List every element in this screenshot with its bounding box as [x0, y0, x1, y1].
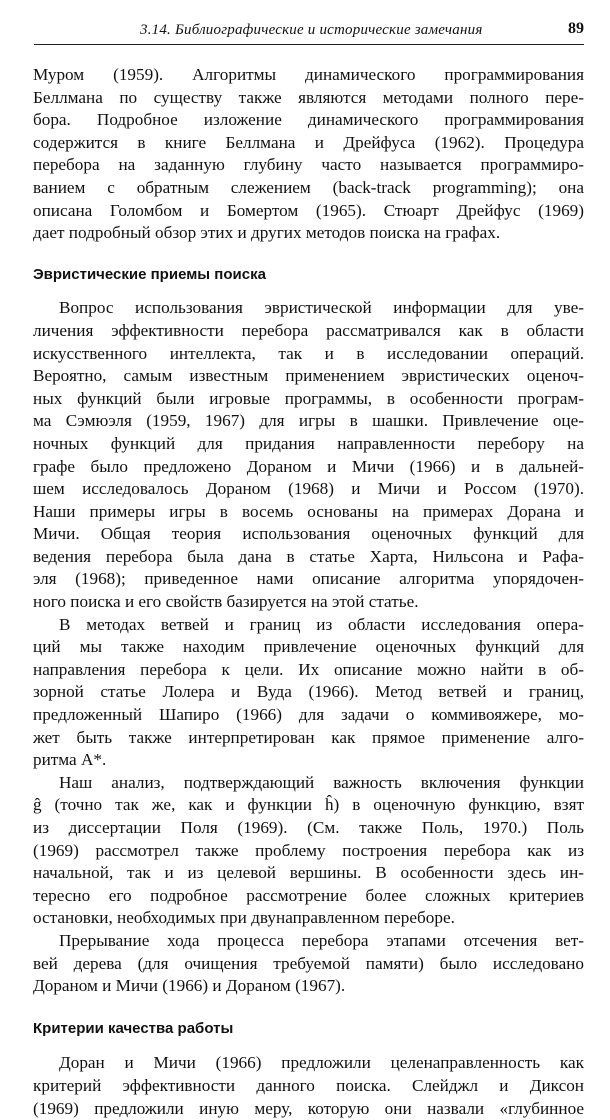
- paragraph: [33, 772, 584, 930]
- text-line: ĝ (точно так же, как и функции ĥ) в оценочную функцию, взят: [33, 795, 584, 815]
- text-line: ных функций были игровые программы, в особенности програм-: [33, 388, 584, 408]
- text-line: предложенный Шапиро (1966) для задачи о коммивояжере, мо-: [33, 705, 584, 725]
- text-line: ма Сэмюэля (1959, 1967) для игры в шашки. Привлечение оце-: [33, 411, 584, 431]
- text-line: В методах ветвей и границ из области исследования опера-: [59, 614, 584, 634]
- paragraph: [33, 614, 584, 772]
- text-line: зорной статье Лолера и Вуда (1966). Метод ветвей и границ,: [33, 682, 584, 702]
- text-line: ночных функций для придания направленности перебору на: [33, 433, 584, 453]
- text-line: вей дерева (для очищения требуемой памяти) было исследовано: [33, 953, 584, 973]
- text-line: искусственного интеллекта, так и в исследовании операций.: [33, 343, 584, 363]
- text-line: Муром (1959). Алгоритмы динамического программирования: [33, 65, 584, 84]
- text-line: Наши примеры игры в восемь основаны на примерах Дорана и: [33, 501, 584, 521]
- text-line: Вопрос использования эвристической информации для уве-: [59, 298, 584, 318]
- text-line: Дораном и Мичи (1966) и Дораном (1967).: [33, 976, 346, 996]
- text-line: Доран и Мичи (1966) предложили целенаправленность как: [59, 1053, 584, 1073]
- text-line: графе было предложено Дораном и Мичи (1966) и в дальней-: [33, 456, 584, 476]
- text-line: (1969) рассмотрел также проблему построения перебора как из: [33, 840, 584, 860]
- text-line: ванием с обратным слежением (back-track programming); она: [33, 177, 584, 197]
- running-header-title: 3.14. Библиографические и исторические замечания: [140, 22, 483, 38]
- text-line: направления перебора к цели. Их описание можно найти в об-: [33, 659, 584, 679]
- text-line: жет быть также интерпретирован как прямое применение алго-: [33, 727, 584, 747]
- text-line: содержится в книге Беллмана и Дрейфуса (1962). Процедура: [33, 132, 584, 152]
- paragraph: [33, 297, 584, 613]
- text-line: начальной, так и из целевой вершины. В особенности здесь ин-: [33, 863, 584, 883]
- text-line: Мичи. Общая теория использования оценочных функций для: [33, 524, 584, 544]
- text-line: дает подробный обзор этих и других методов поиска на графах.: [33, 223, 501, 243]
- running-header: [34, 20, 584, 45]
- text-line: (1969) предложили иную меру, которую они назвали «глубинное: [33, 1098, 584, 1118]
- text-line: ций мы также находим привлечение оценочных функций для: [33, 637, 584, 657]
- text-line: тересно его подробное рассмотрение более сложных критериев: [33, 885, 584, 905]
- paragraph: [33, 1052, 584, 1120]
- text-line: ритма A*.: [33, 750, 107, 770]
- text-line: шем исследовалось Дораном (1968) и Мичи и Россом (1970).: [33, 479, 584, 499]
- page-number: 89: [568, 20, 584, 37]
- section-heading: Критерии качества работы: [33, 1019, 234, 1037]
- text-line: Вероятно, самым известным применением эвристических оценоч-: [33, 366, 584, 386]
- text-line: перебора на заданную глубину часто называется программиро-: [33, 155, 584, 175]
- text-line: описана Голомбом и Бомертом (1965). Стюарт Дрейфус (1969): [33, 200, 584, 220]
- text-line: ного поиска и его свойств базируется на этой статье.: [33, 592, 419, 612]
- paragraph: [33, 64, 584, 245]
- text-line: Беллмана по существу также являются методами полного пере-: [33, 87, 584, 107]
- text-line: из диссертации Поля (1969). (См. также Поль, 1970.) Поль: [33, 818, 584, 837]
- text-line: остановки, необходимых при двунаправленном переборе.: [33, 908, 455, 928]
- text-line: личения эффективности перебора рассматривался как в области: [33, 320, 584, 340]
- text-line: Наш анализ, подтверждающий важность включения функции: [59, 772, 584, 792]
- text-line: Прерывание хода процесса перебора этапами отсечения вет-: [59, 930, 584, 950]
- page-body: [33, 64, 584, 1120]
- text-line: эля (1968); приведенное нами описание алгоритма упорядочен-: [33, 569, 584, 589]
- text-line: ведения перебора была дана в статье Харта, Нильсона и Рафа-: [33, 546, 584, 566]
- section-heading: Эвристические приемы поиска: [33, 265, 266, 283]
- paragraph: [33, 930, 584, 998]
- text-line: бора. Подробное изложение динамического программирования: [33, 110, 584, 130]
- text-line: критерий эффективности данного поиска. Слейджл и Диксон: [33, 1075, 584, 1095]
